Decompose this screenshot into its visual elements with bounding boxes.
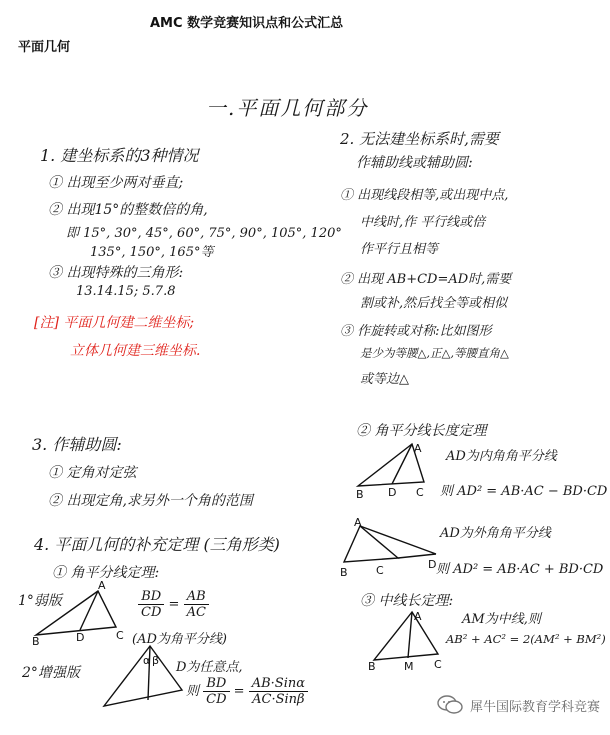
- label-C: C: [416, 486, 424, 499]
- watermark: [436, 694, 600, 716]
- aux-item-3-l3: 或等边△: [360, 372, 409, 387]
- weak-formula: [138, 589, 209, 620]
- label-C: C: [434, 658, 442, 671]
- label-C: C: [376, 564, 384, 577]
- heading-coordinate-cases: 1. 建坐标系的3种情况: [40, 146, 199, 165]
- label-B: B: [32, 635, 40, 648]
- heading-auxiliary-circle: 3. 作辅助圆:: [32, 435, 122, 454]
- aux-item-2-l2: 割或补,然后找全等或相似: [360, 296, 508, 311]
- weak-version-label: 1°弱版: [18, 593, 62, 609]
- watermark-text: 犀牛国际教育学科竞赛: [469, 699, 600, 715]
- label-D: D: [388, 486, 397, 499]
- strong-bisector-triangle: [98, 640, 188, 710]
- external-bisector-triangle: [340, 518, 440, 578]
- heading-supplementary-theorems: 4. 平面几何的补充定理 (三角形类): [34, 535, 280, 554]
- weak-frac-den: CD: [141, 605, 162, 620]
- note-2d-coordinates: [注] 平面几何建二维坐标;: [34, 315, 195, 331]
- label-D: D: [76, 631, 85, 644]
- heading-aux-lines-cont: 作辅助线或辅助圆:: [356, 155, 473, 171]
- label-M: M: [404, 660, 414, 673]
- label-C: C: [116, 629, 124, 642]
- median-length-theorem: ③ 中线长定理:: [360, 593, 454, 609]
- strong-frac-num: BD: [203, 676, 229, 692]
- aux-item-3: ③ 作旋转或对称:比如图形: [340, 324, 492, 339]
- strong-then: 则: [186, 684, 200, 699]
- equals-sign: =: [168, 597, 180, 612]
- case-3-special-triangle: ③ 出现特殊的三角形:: [48, 265, 184, 281]
- strong-frac2-den: AC·Sinβ: [252, 692, 305, 707]
- weak-bisector-triangle: [32, 579, 124, 648]
- weak-frac2-num: AB: [184, 589, 209, 605]
- document-title: AMC 数学竞赛知识点和公式汇总: [150, 16, 344, 31]
- internal-bisector-formula: 则 AD² = AB·AC − BD·CD: [440, 484, 608, 499]
- strong-formula: [186, 676, 308, 707]
- aux-item-3-l2: 是少为等腰△,正△,等腰直角△: [360, 346, 509, 360]
- external-bisector-formula: 则 AD² = AB·AC + BD·CD: [436, 562, 604, 577]
- label-A: A: [98, 579, 106, 592]
- label-alpha: α: [143, 654, 151, 667]
- case-3-triangle-sides: 13.14.15; 5.7.8: [76, 284, 176, 299]
- label-A: A: [414, 442, 422, 455]
- heading-aux-lines: 2. 无法建坐标系时,需要: [340, 130, 499, 148]
- aux-item-1: ① 出现线段相等,或出现中点,: [340, 188, 509, 203]
- label-B: B: [356, 488, 364, 501]
- strong-frac2-num: AB·Sinα: [249, 676, 308, 692]
- aux-circle-item-1: ① 定角对定弦: [48, 465, 137, 481]
- angle-bisector-theorem: ① 角平分线定理:: [52, 565, 160, 581]
- weak-note: (AD为角平分线): [132, 632, 227, 647]
- aux-item-1-l2: 中线时,作 平行线或倍: [360, 215, 486, 230]
- label-B: B: [368, 660, 376, 673]
- case-2-angles: ② 出现15°的整数倍的角,: [48, 202, 208, 218]
- label-beta: β: [152, 654, 160, 667]
- equals-sign: =: [233, 684, 245, 699]
- internal-bisector-desc: AD为内角角平分线: [446, 449, 557, 464]
- strong-frac-den: CD: [206, 692, 227, 707]
- median-formula: AB² + AC² = 2(AM² + BM²): [446, 632, 606, 646]
- aux-circle-item-2: ② 出现定角,求另外一个角的范围: [48, 493, 253, 509]
- note-3d-coordinates: 立体几何建三维坐标.: [70, 343, 201, 359]
- external-bisector-desc: AD为外角角平分线: [440, 526, 551, 541]
- weak-frac-num: BD: [138, 589, 164, 605]
- label-D: D: [428, 558, 437, 571]
- aux-item-1-l3: 作平行且相等: [360, 242, 439, 257]
- case-2-angle-list-cont: 135°, 150°, 165°等: [90, 245, 214, 260]
- case-2-angle-list: 即 15°, 30°, 45°, 60°, 75°, 90°, 105°, 120°: [66, 226, 342, 241]
- internal-bisector-triangle: [352, 440, 442, 501]
- section-title: 一.平面几何部分: [206, 96, 369, 120]
- label-A: A: [414, 610, 422, 623]
- bisector-length-theorem: ② 角平分线长度定理: [356, 423, 487, 439]
- document-subtitle: 平面几何: [18, 40, 71, 55]
- aux-item-2: ② 出现 AB+CD=AD时,需要: [340, 272, 512, 287]
- label-B: B: [340, 566, 348, 579]
- strong-version-label: 2°增强版: [22, 665, 80, 681]
- label-A: A: [354, 516, 362, 529]
- weak-frac2-den: AC: [186, 605, 206, 620]
- median-desc: AM为中线,则: [462, 612, 541, 627]
- median-triangle: [368, 608, 448, 673]
- case-1-perpendicular: ① 出现至少两对垂直;: [48, 175, 184, 191]
- strong-note: D为任意点,: [176, 660, 243, 675]
- wechat-icon: [436, 694, 464, 716]
